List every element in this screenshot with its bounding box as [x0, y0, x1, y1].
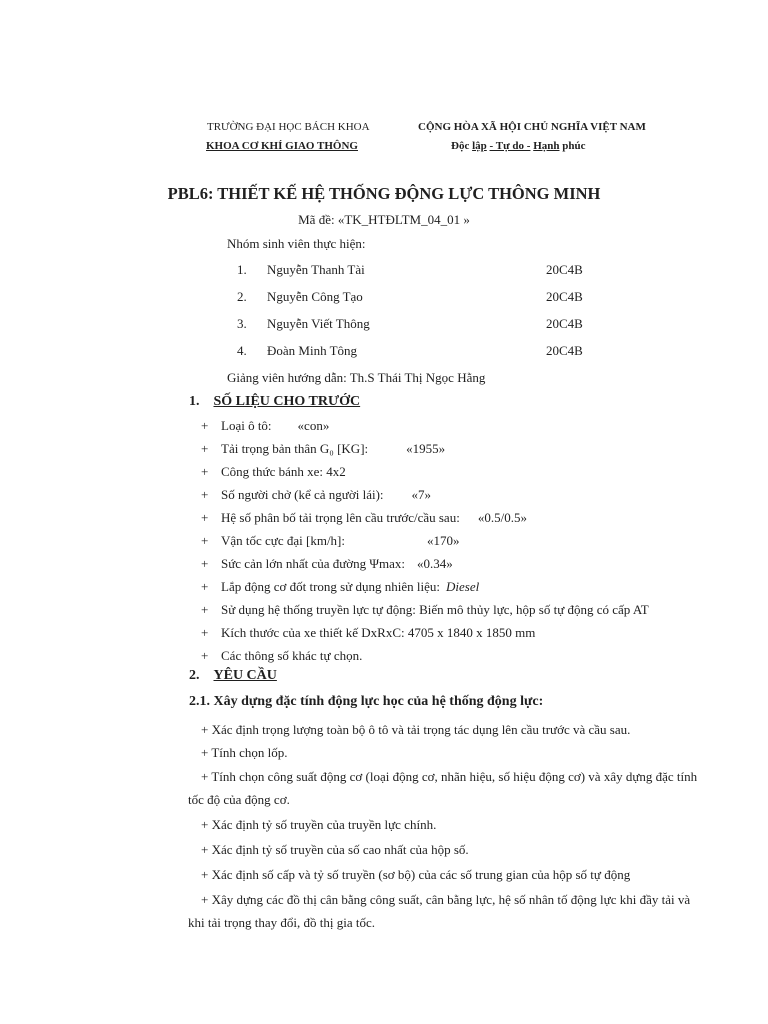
requirement-5: + Xác định tỷ số truyền của số cao nhất của hộp số.: [201, 842, 469, 857]
requirement-3: + Tính chọn công suất động cơ (loại động cơ, nhãn hiệu, số hiệu động cơ) và xây dựng đặc tính: [201, 769, 698, 784]
motto-part-1: Độc: [451, 140, 470, 152]
spec-label: Vận tốc cực đại [km/h]:: [221, 533, 346, 548]
spec-value: «0.34»: [417, 556, 453, 571]
spec-value: «1955»: [406, 441, 446, 456]
spec-engine-fuel: + Lắp động cơ đốt trong sử dụng nhiên liệu: Diesel: [201, 579, 480, 594]
spec-label: Các thông số khác tự chọn.: [221, 648, 363, 663]
spec-value: Diesel: [446, 579, 480, 594]
advisor: Giảng viên hướng dẫn: Th.S Thái Thị Ngọc Hằng: [227, 370, 486, 385]
student-1-num: 1.: [237, 262, 247, 277]
requirement-3-continued: tốc độ của động cơ.: [188, 792, 290, 807]
spec-label: Tải trọng bản thân G₀ [KG]:: [221, 441, 369, 456]
requirement-4: + Xác định tỷ số truyền của truyền lực chính.: [201, 817, 437, 832]
section-2-heading: [189, 668, 277, 684]
student-2-name: Nguyễn Công Tạo: [267, 289, 363, 304]
section-1-title: SỐ LIỆU CHO TRƯỚC: [213, 394, 361, 409]
student-1-class: 20C4B: [546, 262, 583, 277]
spec-label: Hệ số phân bố tải trọng lên cầu trước/cầu sau:: [221, 510, 460, 525]
country-name: CỘNG HÒA XÃ HỘI CHỦ NGHĨA VIỆT NAM: [418, 121, 646, 133]
section-1-heading: [189, 394, 360, 410]
spec-value: «con»: [297, 418, 330, 433]
spec-value: «170»: [427, 533, 460, 548]
spec-vehicle-type: + Loại ô tô: «con»: [201, 418, 330, 433]
student-3-num: 3.: [237, 316, 247, 331]
student-3-class: 20C4B: [546, 316, 583, 331]
student-2-class: 20C4B: [546, 289, 583, 304]
spec-label: Công thức bánh xe: 4x2: [221, 464, 346, 479]
spec-label: Loại ô tô:: [221, 418, 272, 433]
spec-label: Sử dụng hệ thống truyền lực tự động: Biến mô thủy lực, hộp số tự động có cấp AT: [221, 602, 649, 617]
requirement-2: + Tính chọn lốp.: [201, 745, 288, 760]
spec-road-resistance: + Sức cản lớn nhất của đường Ψmax: «0.34»: [201, 556, 453, 571]
student-2-num: 2.: [237, 289, 247, 304]
student-4-class: 20C4B: [546, 343, 583, 358]
spec-curb-weight: + Tải trọng bản thân G₀ [KG]: «1955»: [201, 441, 446, 456]
project-code: Mã đề: «TK_HTĐLTM_04_01 »: [298, 212, 470, 227]
spec-dimensions: + Kích thước của xe thiết kế DxRxC: 4705 x 1840 x 1850 mm: [201, 625, 536, 640]
requirement-1: + Xác định trọng lượng toàn bộ ô tô và tải trọng tác dụng lên cầu trước và cầu sau.: [201, 722, 631, 737]
spec-load-distribution: + Hệ số phân bố tải trọng lên cầu trước/cầu sau: «0.5/0.5»: [201, 510, 527, 525]
section-2-title: YÊU CẦU: [213, 668, 277, 683]
student-1-name: Nguyễn Thanh Tài: [267, 262, 365, 277]
spec-passengers: + Số người chở (kể cả người lái): «7»: [201, 487, 432, 502]
section-1-num: 1.: [189, 394, 200, 409]
student-3-name: Nguyễn Viết Thông: [267, 316, 370, 331]
motto-part-5: phúc: [562, 140, 586, 152]
spec-label: Số người chở (kể cả người lái):: [221, 487, 384, 502]
subsection-2-1: 2.1. Xây dựng đặc tính động lực học của hệ thống động lực:: [189, 694, 544, 709]
spec-other: + Các thông số khác tự chọn.: [201, 648, 363, 663]
motto: [451, 140, 586, 152]
motto-part-3: - Tự do -: [489, 140, 531, 152]
requirement-7: + Xây dựng các đồ thị cân bằng công suất, cân bằng lực, hệ số nhân tố động lực khi đầy tải và: [201, 892, 691, 907]
motto-part-4: Hạnh: [533, 140, 560, 152]
university-name: TRƯỜNG ĐẠI HỌC BÁCH KHOA: [207, 121, 370, 133]
spec-max-speed: + Vận tốc cực đại [km/h]: «170»: [201, 533, 460, 548]
student-4-num: 4.: [237, 343, 247, 358]
group-label: Nhóm sinh viên thực hiện:: [227, 236, 366, 251]
requirement-7-continued: khi tải trọng thay đổi, đồ thị gia tốc.: [188, 915, 376, 930]
spec-transmission: + Sử dụng hệ thống truyền lực tự động: Biến mô thủy lực, hộp số tự động có cấp AT: [201, 602, 649, 617]
spec-label: Sức cản lớn nhất của đường Ψmax:: [221, 556, 405, 571]
document-title: PBL6: THIẾT KẾ HỆ THỐNG ĐỘNG LỰC THÔNG MINH: [167, 184, 601, 203]
requirement-6: + Xác định số cấp và tỷ số truyền (sơ bộ) của các số trung gian của hộp số tự động: [201, 867, 631, 882]
faculty-text: KHOA CƠ KHÍ GIAO THÔNG: [206, 140, 358, 152]
spec-label: Lắp động cơ đốt trong sử dụng nhiên liệu:: [221, 579, 441, 594]
spec-label: Kích thước của xe thiết kế DxRxC: 4705 x 1840 x 1850 mm: [221, 625, 536, 640]
student-4-name: Đoàn Minh Tông: [267, 343, 358, 358]
spec-value: «0.5/0.5»: [477, 510, 527, 525]
faculty-name: [206, 140, 358, 152]
section-2-num: 2.: [189, 668, 200, 683]
motto-part-2: lập: [472, 140, 487, 152]
spec-wheel-formula: + Công thức bánh xe: 4x2: [201, 464, 346, 479]
spec-value: «7»: [411, 487, 432, 502]
